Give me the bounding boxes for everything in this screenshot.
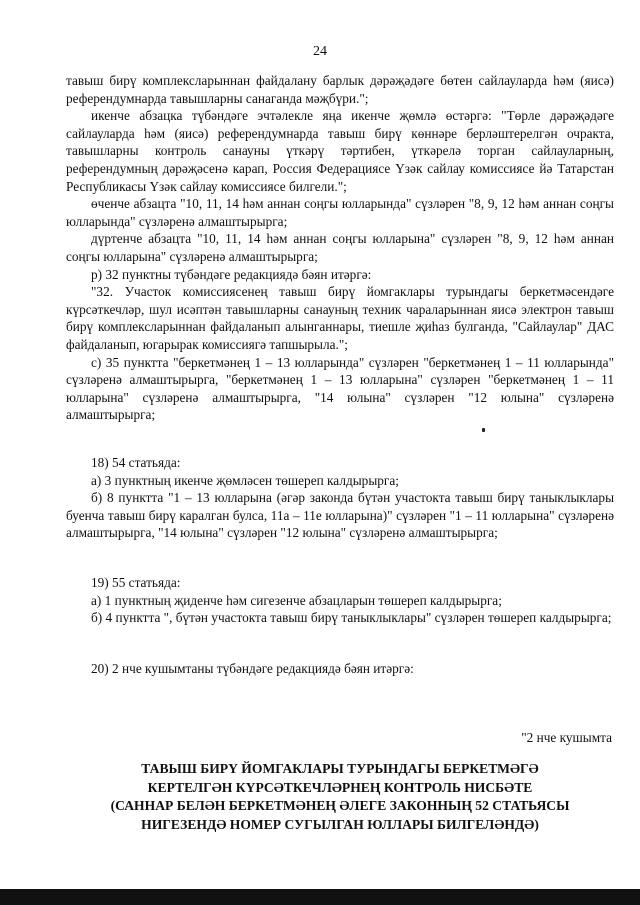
annex-title-line: ТАВЫШ БИРҮ ЙОМГАКЛАРЫ ТУРЫНДАГЫ БЕРКЕТМӘГӘ [141,761,539,776]
paragraph: а) 1 пунктның җиденче һәм сигезенче абзацларын төшереп калдырырга; [91,592,502,608]
paragraph: тавыш бирү комплексларыннан файдалану барлык дәрәҗәдәге бөтен сайлауларда һәм (яисә) референдумнарда тавышларны санаганда мәҗбүри."; [66,73,614,106]
paragraph: а) 3 пунктның икенче җөмләсен төшереп калдырырга; [91,472,399,488]
paragraph: өченче абзацта "10, 11, 14 һәм аннан соңгы юлларында" сүзләрен "8, 9, 12 һәм аннан соңгы юлларында" сүзләренә алмаштырырга; [66,196,614,229]
paragraph: б) 4 пунктта ", бүтән участокта тавыш бирү таныклыклары" сүзләрен төшереп калдырырга; [91,610,612,626]
paragraph: р) 32 пунктны түбәндәге редакциядә бәян итәргә: [91,266,372,282]
body-block-3 [66,574,614,627]
paragraph: дүртенче абзацта "10, 11, 14 һәм аннан соңгы юлларына" сүзләрен "8, 9, 12 һәм аннан соңгы юлларына" сүзләренә алмаштырырга; [66,231,614,264]
annex-title-line: НИГЕЗЕНДӘ НОМЕР СУГЫЛГАН ЮЛЛАРЫ БИЛГЕЛӘНДӘ) [141,816,539,832]
page-number: 24 [313,44,327,59]
scan-bottom-edge [0,889,640,905]
paragraph: б) 8 пунктта "1 – 13 юлларына (әгәр законда бүтән участокта тавыш бирү таныклыклары буенча тавыш бирү каралган булса, 11а – 11е юлларына)" сүзләрен "1 – 11 юлларына" сүзләренә алмаштырырга, "14 юлына" сүзләрен "12 юлына" сүзләренә алмаштырырга; [66,490,614,541]
body-block-4 [66,660,614,678]
paragraph: икенче абзацка түбәндәге эчтәлекле яңа икенче җөмлә өстәргә: "Төрле дәрәҗәдәге сайлауларда һәм (яисә) референдумнарда тавыш бирү көннәре берләштерелгән очракта, тавышларны контроль санауны үткәрү тәртибен, үткәрелә торган сайлауларның, референдумның дәрәҗәсенә карап, Россия Федерациясе Үзәк сайлау комиссиясе йә Татарстан Республикасы Үзәк сайлау комиссиясе билгели."; [66,108,614,194]
paragraph: 18) 54 статьяда: [91,455,181,470]
body-block-2 [66,454,614,542]
annex-label: "2 нче кушымта [521,730,612,745]
annex-title [66,760,614,834]
scan-speck [482,428,485,432]
paragraph: 19) 55 статьяда: [91,575,181,590]
annex-title-line: (САННАР БЕЛӘН БЕРКЕТМӘНЕҢ ӘЛЕГЕ ЗАКОННЫҢ 52 СТАТЬЯСЫ [110,798,570,813]
paragraph: с) 35 пунктта "беркетмәнең 1 – 13 юлларында" сүзләрен "беркетмәнең 1 – 11 юлларында" сүзләренә алмаштырырга, "беркетмәнең 1 – 13 юлларына" сүзләрен "беркетмәнең 1 – 11 юлларына" сүзләренә алмаштырырга, "14 юлына" сүзләрен "12 юлына" сүзләренә алмаштырырга; [66,354,614,423]
paragraph: 20) 2 нче кушымтаны түбәндәге редакциядә бәян итәргә: [91,661,414,676]
body-block-1 [66,72,614,424]
annex-title-line: КЕРТЕЛГӘН КҮРСӘТКЕЧЛӘРНЕҢ КОНТРОЛЬ НИСБӘТЕ [147,779,533,795]
paragraph: "32. Участок комиссиясенең тавыш бирү йомгаклары турындагы беркетмәсендәге күрсәткечләр, шул исәптән тавышларны санауның техник чараларыннан яисә электрон тавыш бирү комплексларыннан файдаланып алынганнары, тиешле җиһаз булганда, "Сайлаулар" ДАС файдаланып, югарырак комиссиягә тапшырыла."; [66,284,614,352]
